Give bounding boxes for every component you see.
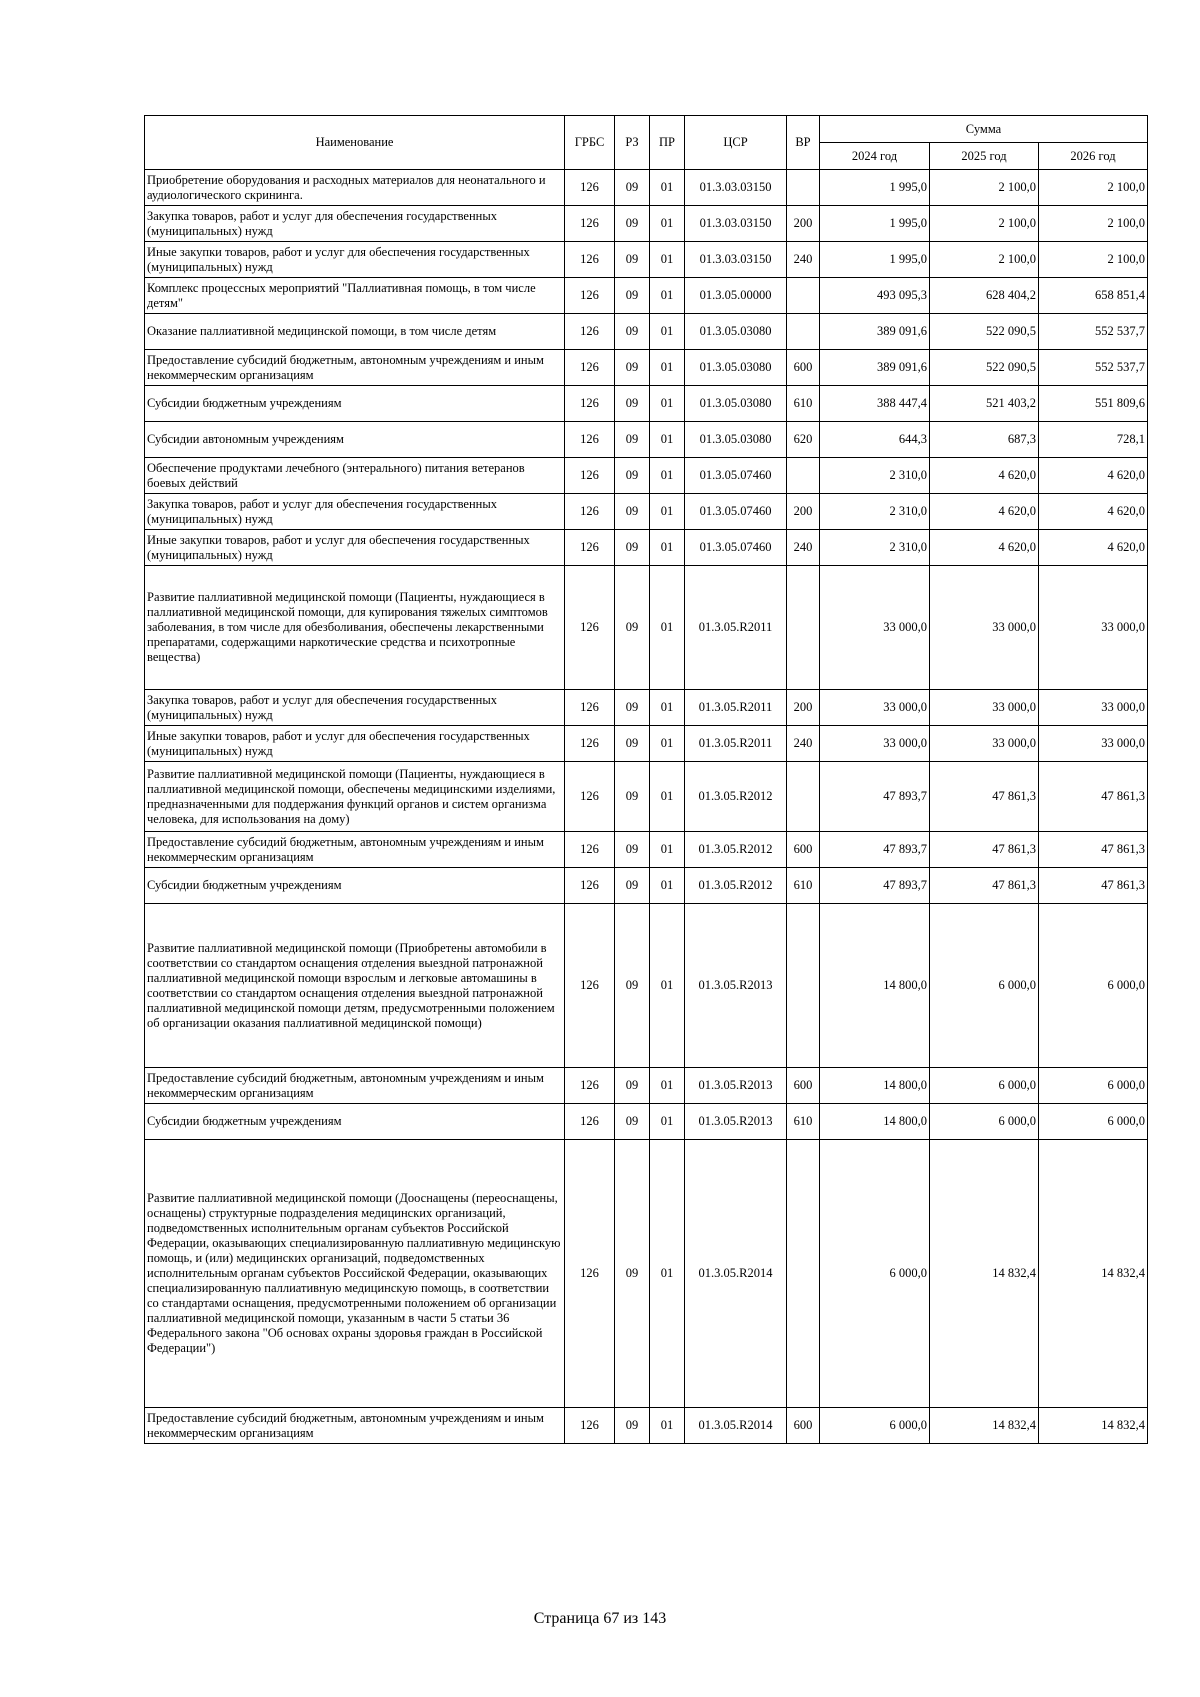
table-row xyxy=(145,1104,1148,1140)
row-sum-2024: 644,3 xyxy=(820,422,930,458)
row-pr: 01 xyxy=(650,530,685,566)
row-sum-2024: 2 310,0 xyxy=(820,458,930,494)
row-sum-2025: 6 000,0 xyxy=(930,904,1039,1068)
table-row xyxy=(145,1408,1148,1444)
row-sum-2025: 2 100,0 xyxy=(930,170,1039,206)
row-rz: 09 xyxy=(615,762,650,832)
row-pr: 01 xyxy=(650,1140,685,1408)
row-csr: 01.3.05.R2011 xyxy=(685,690,787,726)
row-vr: 240 xyxy=(787,242,820,278)
row-name: Предоставление субсидий бюджетным, автономным учреждениям и иным некоммерческим организациям xyxy=(145,350,565,386)
row-csr: 01.3.05.03080 xyxy=(685,422,787,458)
row-sum-2025: 687,3 xyxy=(930,422,1039,458)
row-sum-2024: 389 091,6 xyxy=(820,314,930,350)
row-pr: 01 xyxy=(650,762,685,832)
row-sum-2024: 493 095,3 xyxy=(820,278,930,314)
header-name: Наименование xyxy=(145,116,565,170)
row-sum-2024: 47 893,7 xyxy=(820,868,930,904)
row-sum-2026: 4 620,0 xyxy=(1039,458,1148,494)
row-name: Субсидии бюджетным учреждениям xyxy=(145,386,565,422)
row-vr: 600 xyxy=(787,1408,820,1444)
row-grbs: 126 xyxy=(565,726,615,762)
row-name: Иные закупки товаров, работ и услуг для обеспечения государственных (муниципальных) нужд xyxy=(145,726,565,762)
row-grbs: 126 xyxy=(565,1104,615,1140)
header-year-2026: 2026 год xyxy=(1039,143,1148,170)
row-csr: 01.3.05.03080 xyxy=(685,314,787,350)
row-pr: 01 xyxy=(650,278,685,314)
row-sum-2026: 551 809,6 xyxy=(1039,386,1148,422)
row-grbs: 126 xyxy=(565,242,615,278)
table-row xyxy=(145,566,1148,690)
row-sum-2024: 33 000,0 xyxy=(820,690,930,726)
row-sum-2025: 33 000,0 xyxy=(930,726,1039,762)
row-csr: 01.3.05.07460 xyxy=(685,458,787,494)
row-name: Закупка товаров, работ и услуг для обеспечения государственных (муниципальных) нужд xyxy=(145,494,565,530)
row-grbs: 126 xyxy=(565,494,615,530)
header-row-top xyxy=(145,116,1148,143)
table-row xyxy=(145,762,1148,832)
row-pr: 01 xyxy=(650,690,685,726)
row-vr: 600 xyxy=(787,350,820,386)
row-sum-2024: 14 800,0 xyxy=(820,1068,930,1104)
row-sum-2024: 1 995,0 xyxy=(820,242,930,278)
row-grbs: 126 xyxy=(565,1140,615,1408)
table-row xyxy=(145,832,1148,868)
row-grbs: 126 xyxy=(565,690,615,726)
row-rz: 09 xyxy=(615,386,650,422)
row-sum-2025: 14 832,4 xyxy=(930,1408,1039,1444)
row-sum-2025: 6 000,0 xyxy=(930,1068,1039,1104)
page-number: Страница 67 из 143 xyxy=(533,1610,667,1627)
row-csr: 01.3.05.07460 xyxy=(685,530,787,566)
row-grbs: 126 xyxy=(565,206,615,242)
row-pr: 01 xyxy=(650,566,685,690)
row-sum-2026: 552 537,7 xyxy=(1039,314,1148,350)
row-name: Обеспечение продуктами лечебного (энтерального) питания ветеранов боевых действий xyxy=(145,458,565,494)
row-name: Развитие паллиативной медицинской помощи (Пациенты, нуждающиеся в паллиативной медицинской помощи, обеспечены медицинскими изделиями, предназначенными для поддержания функций органов и систем организма человека, для использования на дому) xyxy=(145,762,565,832)
row-vr xyxy=(787,170,820,206)
table-body xyxy=(145,170,1148,1444)
table-row xyxy=(145,690,1148,726)
table-row xyxy=(145,278,1148,314)
row-vr: 200 xyxy=(787,690,820,726)
row-grbs: 126 xyxy=(565,530,615,566)
row-pr: 01 xyxy=(650,494,685,530)
row-rz: 09 xyxy=(615,726,650,762)
table-row xyxy=(145,170,1148,206)
row-sum-2025: 522 090,5 xyxy=(930,350,1039,386)
row-vr: 600 xyxy=(787,1068,820,1104)
row-grbs: 126 xyxy=(565,386,615,422)
row-csr: 01.3.05.R2013 xyxy=(685,1068,787,1104)
row-pr: 01 xyxy=(650,1104,685,1140)
row-rz: 09 xyxy=(615,494,650,530)
table-row xyxy=(145,386,1148,422)
row-grbs: 126 xyxy=(565,832,615,868)
row-vr: 240 xyxy=(787,530,820,566)
row-sum-2025: 522 090,5 xyxy=(930,314,1039,350)
row-csr: 01.3.05.R2012 xyxy=(685,832,787,868)
row-sum-2025: 47 861,3 xyxy=(930,868,1039,904)
row-rz: 09 xyxy=(615,242,650,278)
row-pr: 01 xyxy=(650,314,685,350)
row-sum-2025: 33 000,0 xyxy=(930,566,1039,690)
row-name: Закупка товаров, работ и услуг для обеспечения государственных (муниципальных) нужд xyxy=(145,690,565,726)
row-grbs: 126 xyxy=(565,1068,615,1104)
row-csr: 01.3.05.R2011 xyxy=(685,566,787,690)
row-rz: 09 xyxy=(615,1140,650,1408)
row-pr: 01 xyxy=(650,868,685,904)
row-name: Закупка товаров, работ и услуг для обеспечения государственных (муниципальных) нужд xyxy=(145,206,565,242)
row-grbs: 126 xyxy=(565,278,615,314)
row-sum-2026: 33 000,0 xyxy=(1039,726,1148,762)
table-row xyxy=(145,242,1148,278)
row-csr: 01.3.05.R2012 xyxy=(685,762,787,832)
row-sum-2026: 14 832,4 xyxy=(1039,1408,1148,1444)
row-name: Иные закупки товаров, работ и услуг для обеспечения государственных (муниципальных) нужд xyxy=(145,242,565,278)
row-vr xyxy=(787,458,820,494)
header-vr: ВР xyxy=(787,116,820,170)
header-rz: РЗ xyxy=(615,116,650,170)
row-sum-2024: 1 995,0 xyxy=(820,206,930,242)
row-rz: 09 xyxy=(615,868,650,904)
row-rz: 09 xyxy=(615,566,650,690)
row-grbs: 126 xyxy=(565,458,615,494)
row-rz: 09 xyxy=(615,1068,650,1104)
table-row xyxy=(145,1068,1148,1104)
row-grbs: 126 xyxy=(565,422,615,458)
row-rz: 09 xyxy=(615,1104,650,1140)
row-name: Комплекс процессных мероприятий "Паллиативная помощь, в том числе детям" xyxy=(145,278,565,314)
row-name: Оказание паллиативной медицинской помощи, в том числе детям xyxy=(145,314,565,350)
row-sum-2026: 33 000,0 xyxy=(1039,566,1148,690)
row-sum-2024: 6 000,0 xyxy=(820,1408,930,1444)
row-grbs: 126 xyxy=(565,1408,615,1444)
row-csr: 01.3.05.07460 xyxy=(685,494,787,530)
row-rz: 09 xyxy=(615,904,650,1068)
row-name: Предоставление субсидий бюджетным, автономным учреждениям и иным некоммерческим организациям xyxy=(145,832,565,868)
row-sum-2025: 33 000,0 xyxy=(930,690,1039,726)
row-sum-2025: 2 100,0 xyxy=(930,242,1039,278)
row-sum-2026: 658 851,4 xyxy=(1039,278,1148,314)
row-vr: 610 xyxy=(787,1104,820,1140)
header-csr: ЦСР xyxy=(685,116,787,170)
row-pr: 01 xyxy=(650,904,685,1068)
row-sum-2026: 6 000,0 xyxy=(1039,1104,1148,1140)
row-pr: 01 xyxy=(650,170,685,206)
row-sum-2024: 6 000,0 xyxy=(820,1140,930,1408)
row-name: Развитие паллиативной медицинской помощи (Дооснащены (переоснащены, оснащены) структурные подразделения медицинских организаций, подведомственных исполнительным органам субъектов Российской Федерации, оказывающих специализированную паллиативную медицинскую помощь, и (или) медицинских организаций, подведомственных исполнительным органам субъектов Российской Федерации, оказывающих специализированную паллиативную медицинскую помощь, в соответствии со стандартами оснащения, предусмотренными положением об организации паллиативной медицинской помощи, указанным в части 5 статьи 36 Федерального закона "Об основах охраны здоровья граждан в Российской Федерации") xyxy=(145,1140,565,1408)
row-pr: 01 xyxy=(650,386,685,422)
row-sum-2026: 6 000,0 xyxy=(1039,1068,1148,1104)
row-name: Предоставление субсидий бюджетным, автономным учреждениям и иным некоммерческим организациям xyxy=(145,1068,565,1104)
row-vr: 600 xyxy=(787,832,820,868)
table-row xyxy=(145,726,1148,762)
row-sum-2026: 14 832,4 xyxy=(1039,1140,1148,1408)
row-rz: 09 xyxy=(615,458,650,494)
row-sum-2026: 4 620,0 xyxy=(1039,494,1148,530)
row-sum-2025: 2 100,0 xyxy=(930,206,1039,242)
row-grbs: 126 xyxy=(565,762,615,832)
row-grbs: 126 xyxy=(565,314,615,350)
row-sum-2025: 628 404,2 xyxy=(930,278,1039,314)
row-sum-2024: 1 995,0 xyxy=(820,170,930,206)
table-row xyxy=(145,904,1148,1068)
row-pr: 01 xyxy=(650,458,685,494)
row-sum-2026: 33 000,0 xyxy=(1039,690,1148,726)
row-pr: 01 xyxy=(650,350,685,386)
row-pr: 01 xyxy=(650,1068,685,1104)
row-csr: 01.3.05.R2014 xyxy=(685,1408,787,1444)
row-vr xyxy=(787,566,820,690)
table-row xyxy=(145,422,1148,458)
row-rz: 09 xyxy=(615,530,650,566)
row-sum-2026: 2 100,0 xyxy=(1039,170,1148,206)
row-sum-2024: 2 310,0 xyxy=(820,530,930,566)
row-sum-2025: 14 832,4 xyxy=(930,1140,1039,1408)
row-pr: 01 xyxy=(650,1408,685,1444)
row-pr: 01 xyxy=(650,242,685,278)
row-vr: 240 xyxy=(787,726,820,762)
row-pr: 01 xyxy=(650,832,685,868)
row-name: Развитие паллиативной медицинской помощи (Пациенты, нуждающиеся в паллиативной медицинской помощи, для купирования тяжелых симптомов заболевания, в том числе для обезболивания, обеспечены лекарственными препаратами, содержащими наркотические средства и психотропные вещества) xyxy=(145,566,565,690)
row-name: Субсидии бюджетным учреждениям xyxy=(145,1104,565,1140)
row-sum-2025: 521 403,2 xyxy=(930,386,1039,422)
row-vr: 610 xyxy=(787,868,820,904)
row-csr: 01.3.05.R2011 xyxy=(685,726,787,762)
row-grbs: 126 xyxy=(565,904,615,1068)
table-row xyxy=(145,206,1148,242)
budget-table xyxy=(144,115,1148,1444)
table-row xyxy=(145,1140,1148,1408)
row-sum-2025: 47 861,3 xyxy=(930,762,1039,832)
row-sum-2024: 47 893,7 xyxy=(820,762,930,832)
header-sum: Сумма xyxy=(820,116,1148,143)
row-rz: 09 xyxy=(615,206,650,242)
row-rz: 09 xyxy=(615,170,650,206)
table-row xyxy=(145,494,1148,530)
row-sum-2026: 552 537,7 xyxy=(1039,350,1148,386)
row-name: Предоставление субсидий бюджетным, автономным учреждениям и иным некоммерческим организациям xyxy=(145,1408,565,1444)
row-sum-2026: 2 100,0 xyxy=(1039,206,1148,242)
row-name: Субсидии бюджетным учреждениям xyxy=(145,868,565,904)
row-grbs: 126 xyxy=(565,868,615,904)
row-vr xyxy=(787,314,820,350)
row-sum-2026: 4 620,0 xyxy=(1039,530,1148,566)
row-name: Субсидии автономным учреждениям xyxy=(145,422,565,458)
row-grbs: 126 xyxy=(565,566,615,690)
row-csr: 01.3.03.03150 xyxy=(685,206,787,242)
table-row xyxy=(145,314,1148,350)
row-pr: 01 xyxy=(650,422,685,458)
header-grbs: ГРБС xyxy=(565,116,615,170)
row-rz: 09 xyxy=(615,314,650,350)
row-vr xyxy=(787,1140,820,1408)
row-rz: 09 xyxy=(615,690,650,726)
table-row xyxy=(145,350,1148,386)
header-year-2024: 2024 год xyxy=(820,143,930,170)
row-rz: 09 xyxy=(615,350,650,386)
row-csr: 01.3.05.R2012 xyxy=(685,868,787,904)
row-sum-2026: 6 000,0 xyxy=(1039,904,1148,1068)
row-vr xyxy=(787,278,820,314)
row-sum-2026: 47 861,3 xyxy=(1039,832,1148,868)
row-grbs: 126 xyxy=(565,170,615,206)
row-csr: 01.3.05.03080 xyxy=(685,350,787,386)
row-vr: 200 xyxy=(787,206,820,242)
row-name: Развитие паллиативной медицинской помощи (Приобретены автомобили в соответствии со стандартом оснащения отделения выездной патронажной паллиативной медицинской помощи взрослым и легковые автомашины в соответствии со стандартом оснащения отделения выездной патронажной паллиативной медицинской помощи детям, предусмотренными положением об организации оказания паллиативной медицинской помощи) xyxy=(145,904,565,1068)
row-vr: 200 xyxy=(787,494,820,530)
row-sum-2025: 47 861,3 xyxy=(930,832,1039,868)
row-csr: 01.3.05.00000 xyxy=(685,278,787,314)
row-rz: 09 xyxy=(615,422,650,458)
row-vr: 610 xyxy=(787,386,820,422)
row-sum-2024: 47 893,7 xyxy=(820,832,930,868)
row-vr: 620 xyxy=(787,422,820,458)
row-sum-2024: 2 310,0 xyxy=(820,494,930,530)
row-sum-2024: 14 800,0 xyxy=(820,904,930,1068)
table-row xyxy=(145,458,1148,494)
row-sum-2025: 4 620,0 xyxy=(930,530,1039,566)
table-row xyxy=(145,868,1148,904)
row-csr: 01.3.05.R2013 xyxy=(685,904,787,1068)
row-sum-2025: 6 000,0 xyxy=(930,1104,1039,1140)
row-csr: 01.3.05.03080 xyxy=(685,386,787,422)
row-grbs: 126 xyxy=(565,350,615,386)
row-sum-2025: 4 620,0 xyxy=(930,458,1039,494)
row-sum-2024: 14 800,0 xyxy=(820,1104,930,1140)
row-sum-2026: 2 100,0 xyxy=(1039,242,1148,278)
row-csr: 01.3.03.03150 xyxy=(685,170,787,206)
row-vr xyxy=(787,904,820,1068)
row-csr: 01.3.05.R2013 xyxy=(685,1104,787,1140)
header-pr: ПР xyxy=(650,116,685,170)
row-name: Приобретение оборудования и расходных материалов для неонатального и аудиологического скрининга. xyxy=(145,170,565,206)
row-pr: 01 xyxy=(650,206,685,242)
row-vr xyxy=(787,762,820,832)
row-csr: 01.3.03.03150 xyxy=(685,242,787,278)
row-sum-2026: 47 861,3 xyxy=(1039,762,1148,832)
row-pr: 01 xyxy=(650,726,685,762)
row-rz: 09 xyxy=(615,832,650,868)
row-name: Иные закупки товаров, работ и услуг для обеспечения государственных (муниципальных) нужд xyxy=(145,530,565,566)
row-rz: 09 xyxy=(615,278,650,314)
table-row xyxy=(145,530,1148,566)
row-sum-2026: 728,1 xyxy=(1039,422,1148,458)
row-sum-2025: 4 620,0 xyxy=(930,494,1039,530)
row-sum-2024: 389 091,6 xyxy=(820,350,930,386)
row-rz: 09 xyxy=(615,1408,650,1444)
header-year-2025: 2025 год xyxy=(930,143,1039,170)
row-sum-2024: 388 447,4 xyxy=(820,386,930,422)
row-sum-2026: 47 861,3 xyxy=(1039,868,1148,904)
row-sum-2024: 33 000,0 xyxy=(820,726,930,762)
row-sum-2024: 33 000,0 xyxy=(820,566,930,690)
row-csr: 01.3.05.R2014 xyxy=(685,1140,787,1408)
